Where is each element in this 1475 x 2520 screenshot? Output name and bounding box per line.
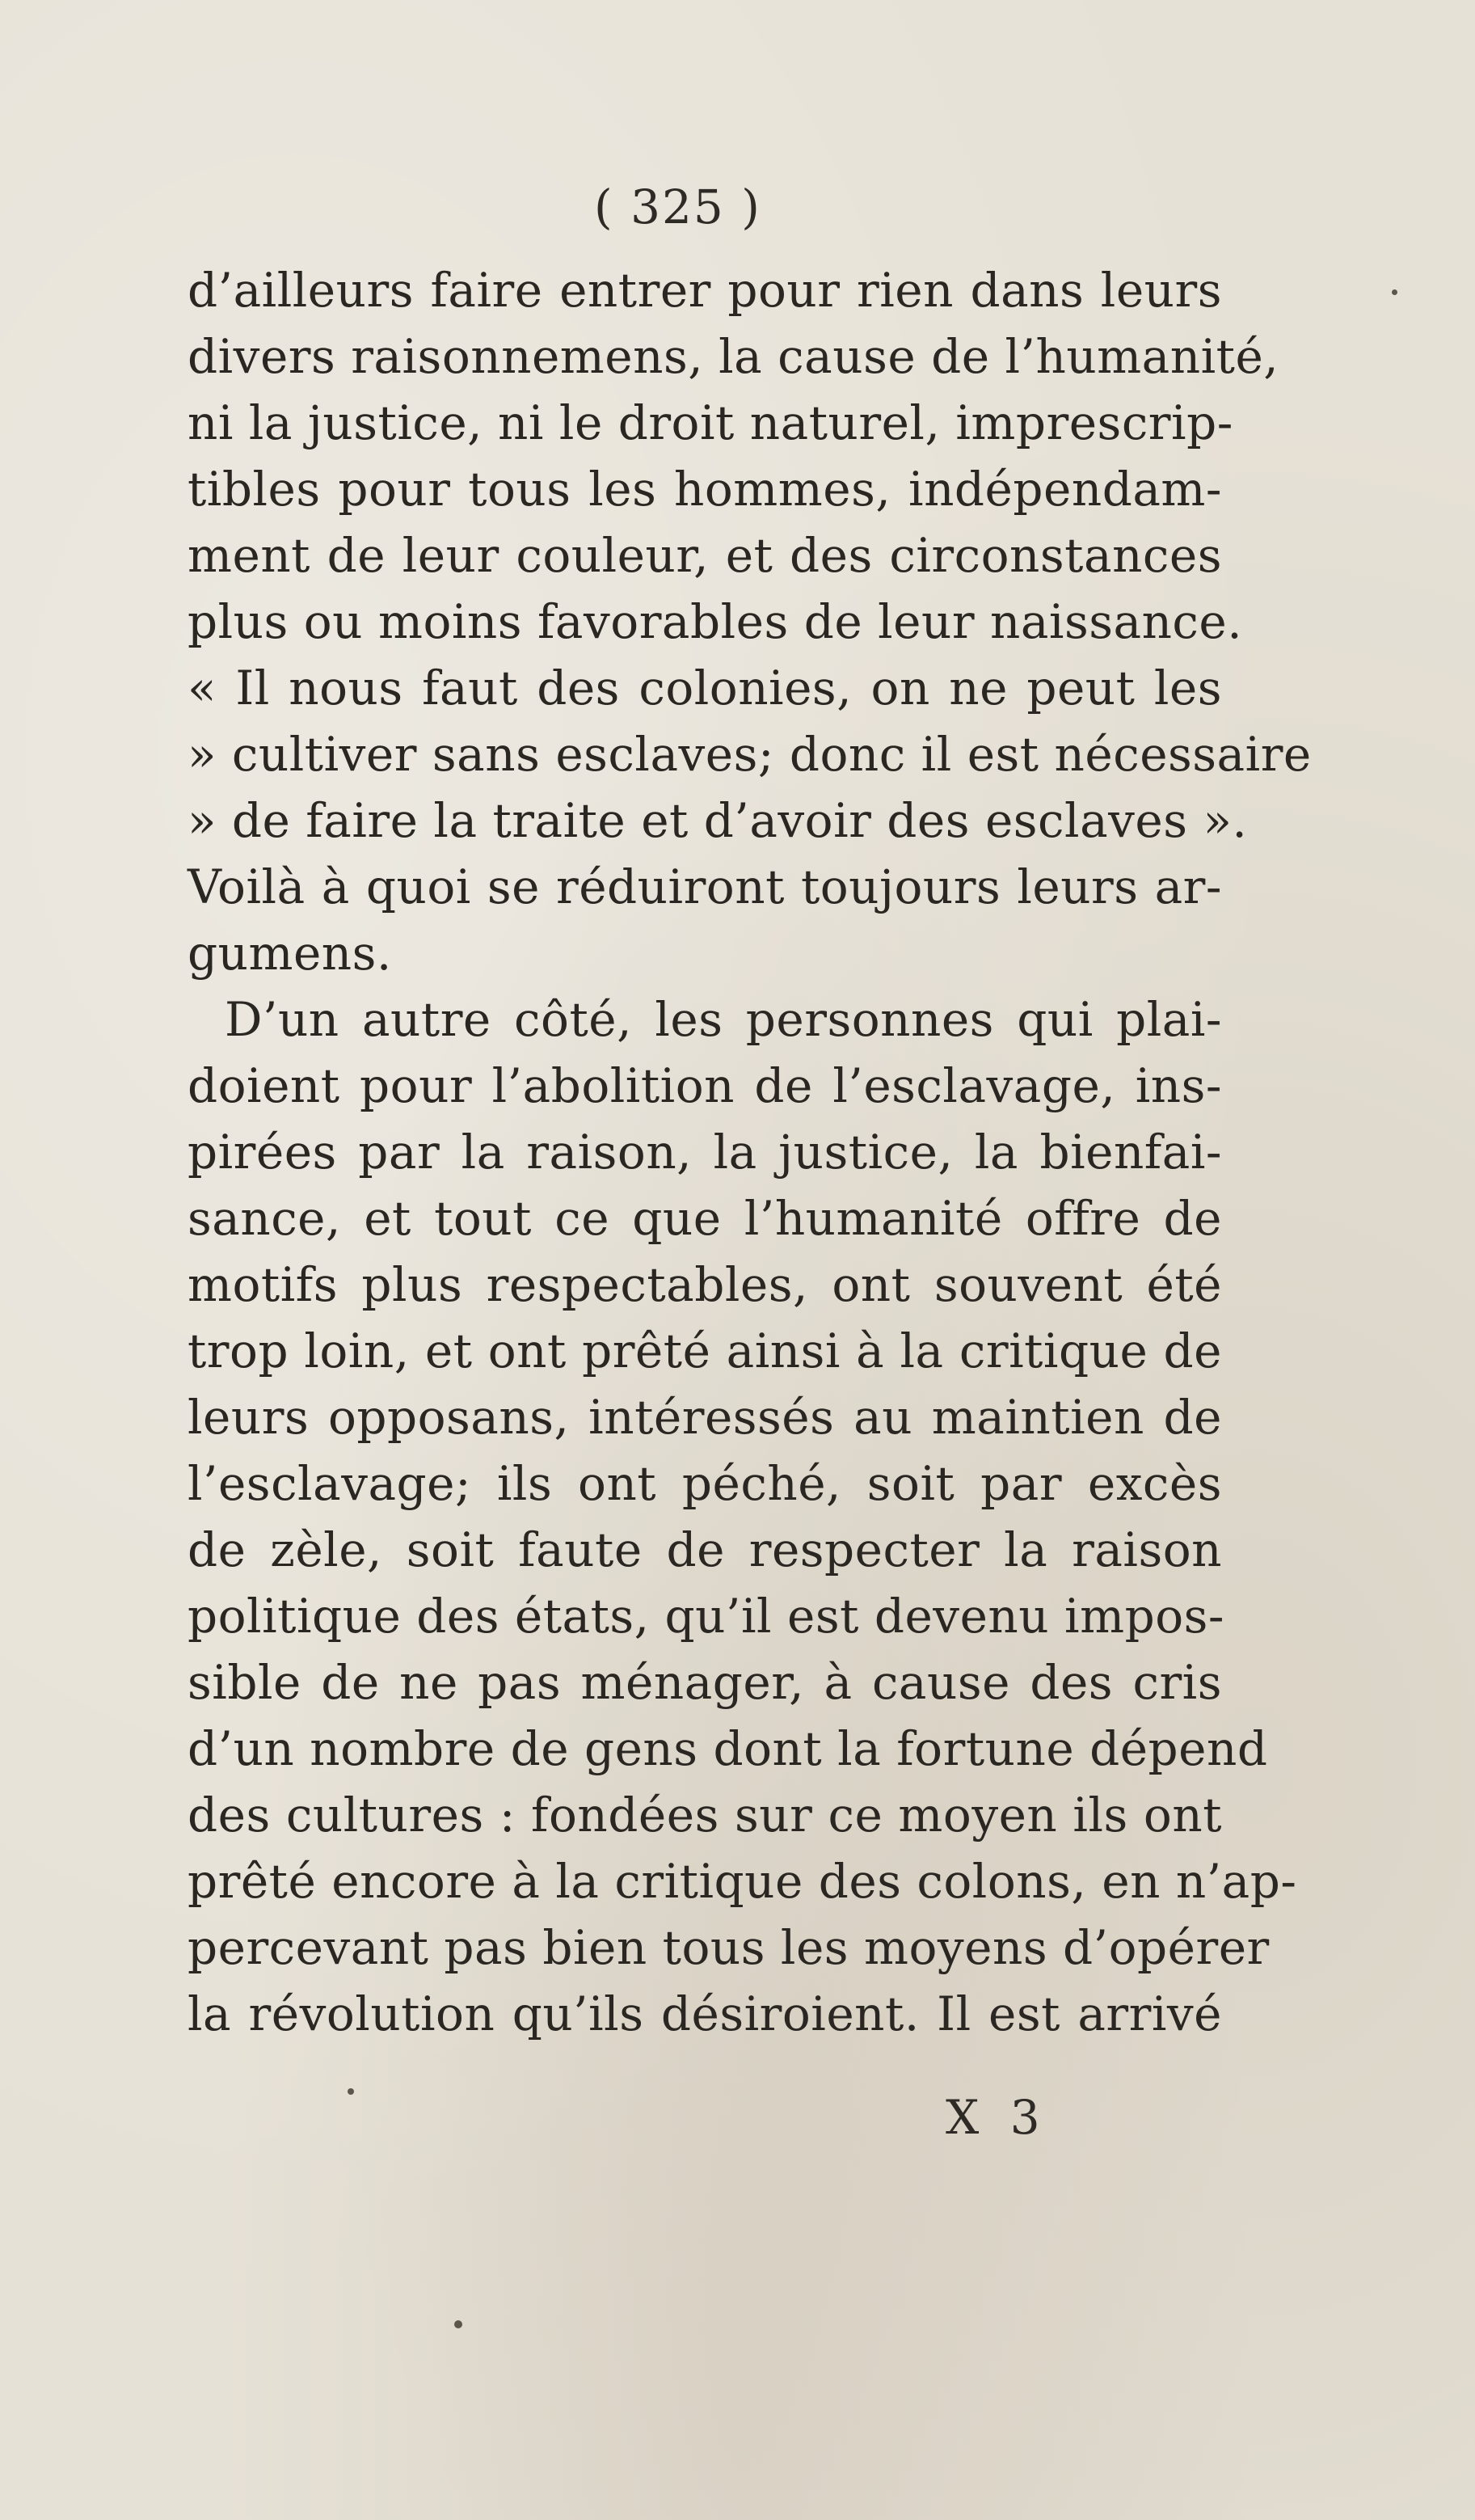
text-line: doient pour l’abolition de l’esclavage, ins- (188, 1058, 1222, 1113)
text-line: » cultiver sans esclaves; donc il est nécessaire (188, 727, 1312, 782)
text-line: gumens. (188, 926, 392, 981)
text-line: « Il nous faut des colonies, on ne peut les (188, 661, 1222, 715)
text-line: motifs plus respectables, ont souvent été (188, 1257, 1222, 1312)
ink-speck (454, 2320, 462, 2328)
text-line: d’ailleurs faire entrer pour rien dans leurs (188, 263, 1222, 318)
text-line: de zèle, soit faute de respecter la raison (188, 1522, 1222, 1577)
text-line: » de faire la traite et d’avoir des esclaves ». (188, 793, 1248, 848)
text-line: sance, et tout ce que l’humanité offre de (188, 1191, 1222, 1246)
text-line: ni la justice, ni le droit naturel, imprescrip- (188, 395, 1233, 450)
text-line: Voilà à quoi se réduiront toujours leurs ar- (188, 859, 1222, 914)
text-line: des cultures : fondées sur ce moyen ils ont (188, 1788, 1222, 1843)
text-line: trop loin, et ont prêté ainsi à la critique de (188, 1323, 1222, 1378)
ink-speck (348, 2088, 354, 2095)
text-line: D’un autre côté, les personnes qui plai- (225, 992, 1222, 1047)
text-line: la révolution qu’ils désiroient. Il est arrivé (188, 1986, 1222, 2041)
body-text (188, 257, 1312, 2047)
text-line: tibles pour tous les hommes, indépendam- (188, 462, 1222, 517)
text-line: percevant pas bien tous les moyens d’opérer (188, 1920, 1270, 1975)
page-number: ( 325 ) (594, 179, 761, 234)
text-line: d’un nombre de gens dont la fortune dépend (188, 1721, 1268, 1776)
text-line: divers raisonnemens, la cause de l’humanité, (188, 329, 1279, 384)
signature-mark: X 3 (946, 2090, 1048, 2145)
text-line: plus ou moins favorables de leur naissance. (188, 594, 1243, 649)
text-line: politique des états, qu’il est devenu impos- (188, 1589, 1224, 1644)
text-line: ment de leur couleur, et des circonstances (188, 528, 1222, 583)
text-line: prêté encore à la critique des colons, en n’ap- (188, 1854, 1297, 1909)
text-line: pirées par la raison, la justice, la bienfai- (188, 1125, 1222, 1180)
text-line: l’esclavage; ils ont péché, soit par excès (188, 1456, 1222, 1511)
ink-speck (1392, 289, 1397, 295)
text-line: sible de ne pas ménager, à cause des cris (188, 1655, 1222, 1710)
text-line: leurs opposans, intéressés au maintien de (188, 1390, 1222, 1445)
